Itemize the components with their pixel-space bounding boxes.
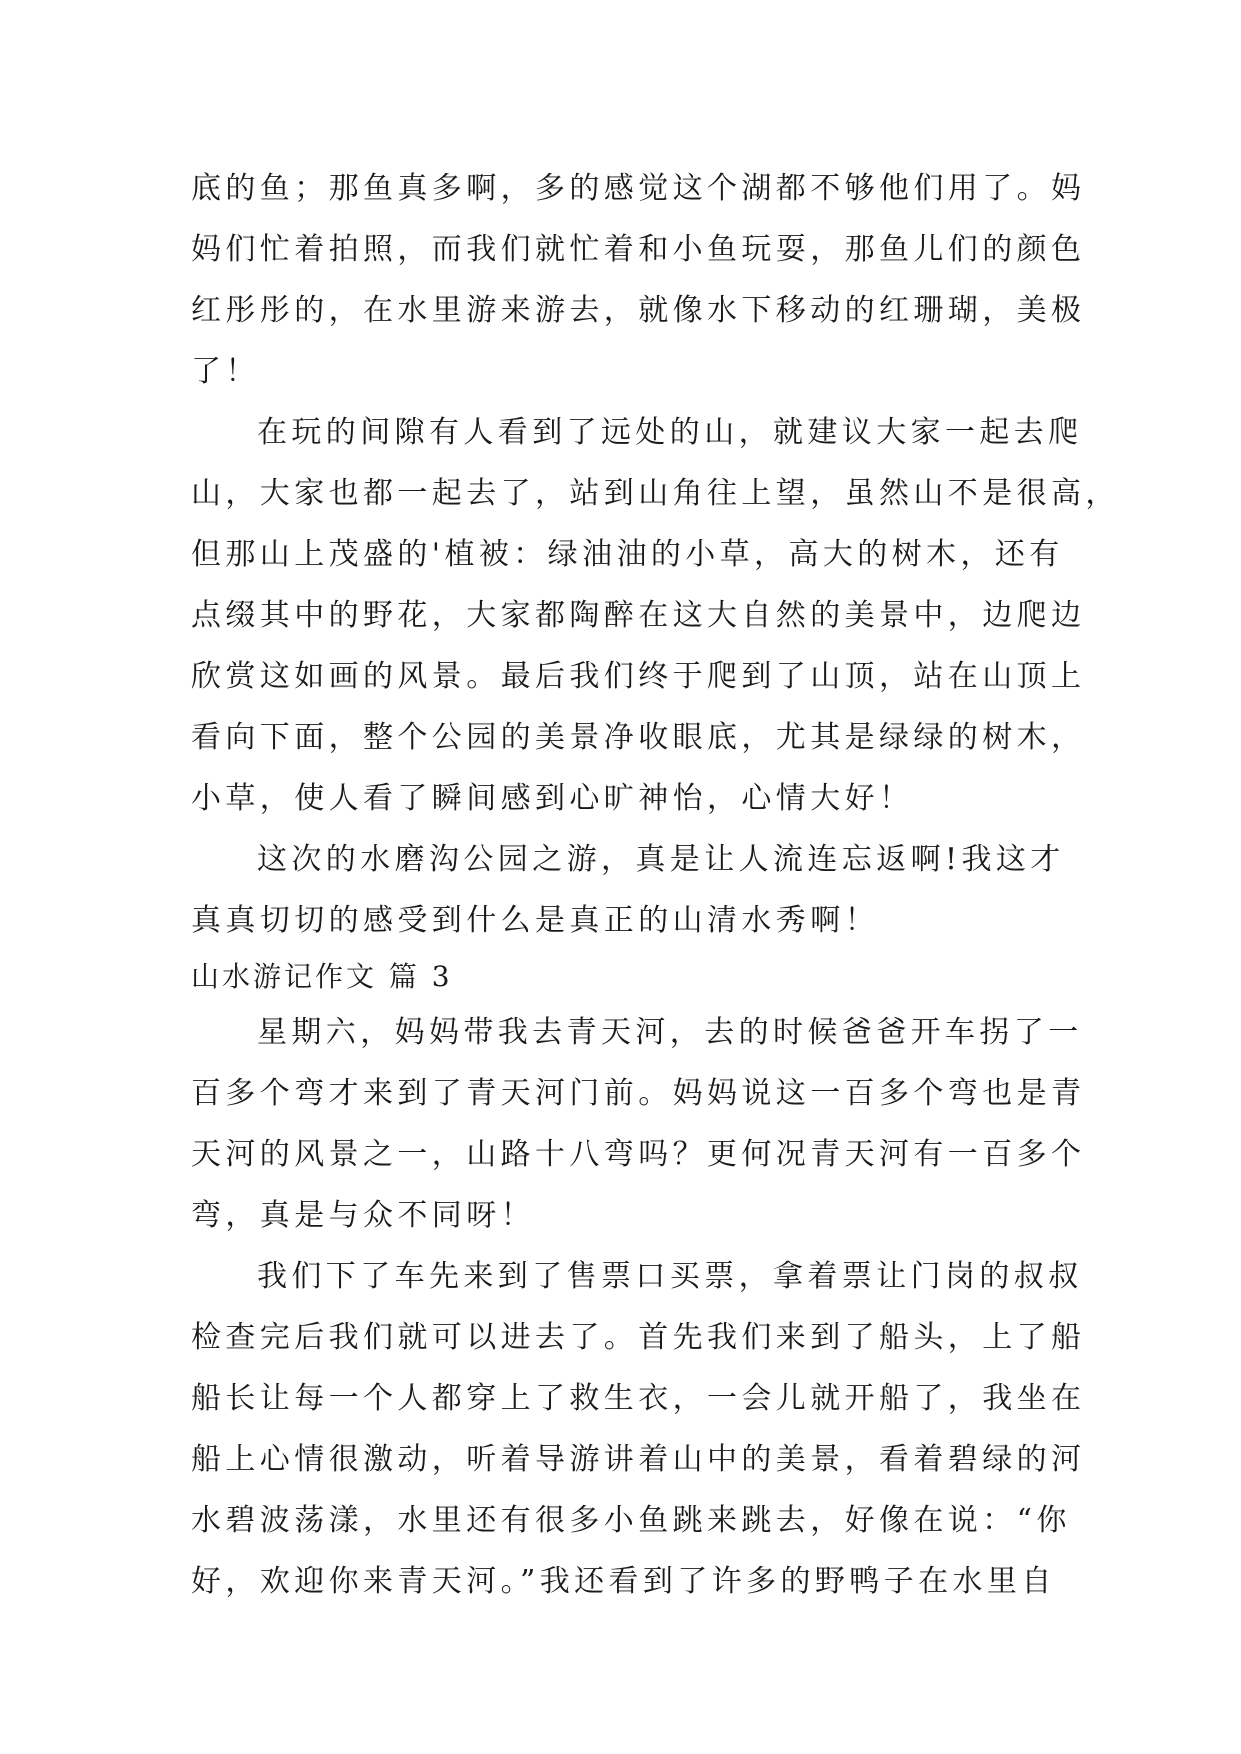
text-line: 点缀其中的野花，大家都陶醉在这大自然的美景中，边爬边 xyxy=(191,598,1086,633)
text-line: 红彤彤的，在水里游来游去，就像水下移动的红珊瑚，美极 xyxy=(191,293,1086,328)
document-page xyxy=(191,158,1120,1612)
text-line: 船长让每一个人都穿上了救生衣，一会儿就开船了，我坐在 xyxy=(191,1381,1086,1416)
paragraph xyxy=(191,402,1120,829)
paragraph xyxy=(191,1002,1086,1246)
text-line: 真真切切的感受到什么是真正的山清水秀啊！ xyxy=(191,903,879,938)
text-line: 小草，使人看了瞬间感到心旷神怡，心情大好！ xyxy=(191,781,914,816)
text-line: 百多个弯才来到了青天河门前。妈妈说这一百多个弯也是青 xyxy=(191,1076,1086,1111)
text-line: 水碧波荡漾，水里还有很多小鱼跳来跳去，好像在说：“你 xyxy=(191,1503,1071,1538)
text-line: 星期六，妈妈带我去青天河，去的时候爸爸开车拐了一 xyxy=(257,1015,1083,1050)
text-line: 好，欢迎你来青天河。”我还看到了许多的野鸭子在水里自 xyxy=(191,1564,1056,1599)
section-heading: 山水游记作文 篇 3 xyxy=(191,960,453,993)
text-line: 看向下面，整个公园的美景净收眼底，尤其是绿绿的树木， xyxy=(191,720,1086,755)
text-line: 这次的水磨沟公园之游，真是让人流连忘返啊!我这才 xyxy=(257,842,1065,877)
text-line: 在玩的间隙有人看到了远处的山，就建议大家一起去爬 xyxy=(257,415,1083,450)
text-line: 妈们忙着拍照，而我们就忙着和小鱼玩耍，那鱼儿们的颜色 xyxy=(191,232,1086,267)
text-line: 底的鱼；那鱼真多啊，多的感觉这个湖都不够他们用了。妈 xyxy=(191,171,1086,206)
text-line: 船上心情很激动，听着导游讲着山中的美景，看着碧绿的河 xyxy=(191,1442,1086,1477)
text-line: 我们下了车先来到了售票口买票，拿着票让门岗的叔叔 xyxy=(257,1259,1083,1294)
text-line: 但那山上茂盛的'植被：绿油油的小草，高大的树木，还有 xyxy=(191,537,1064,572)
text-line: 天河的风景之一，山路十八弯吗？更何况青天河有一百多个 xyxy=(191,1137,1086,1172)
text-line: 检查完后我们就可以进去了。首先我们来到了船头，上了船 xyxy=(191,1320,1086,1355)
paragraph xyxy=(191,158,1086,402)
text-line: 弯，真是与众不同呀！ xyxy=(191,1198,535,1233)
paragraph xyxy=(191,1246,1086,1612)
paragraph xyxy=(191,829,1071,951)
text-line: 欣赏这如画的风景。最后我们终于爬到了山顶，站在山顶上 xyxy=(191,659,1086,694)
text-line: 了！ xyxy=(191,354,260,389)
text-line: 山，大家也都一起去了，站到山角往上望，虽然山不是很高， xyxy=(191,476,1120,511)
